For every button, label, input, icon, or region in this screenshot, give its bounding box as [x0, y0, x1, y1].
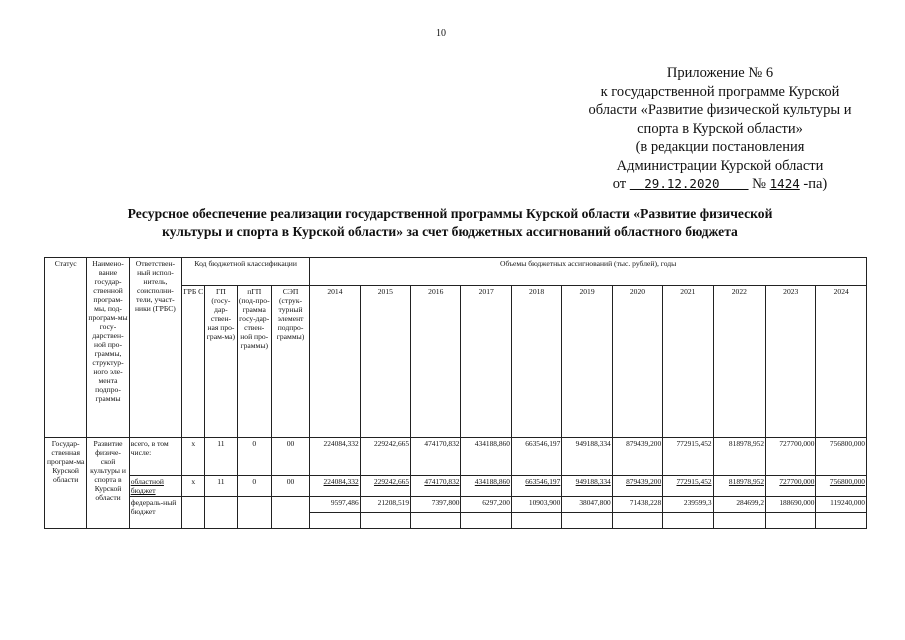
resolution-suffix: -па): [803, 176, 828, 192]
header-executor: Ответствен-ный испол-нитель, соисполни-тели, участ-ники (ГРБС): [129, 258, 181, 438]
gp-cell: 11: [205, 476, 237, 497]
value-cell: 119240,000: [816, 497, 867, 513]
header-year: 2021: [663, 286, 713, 438]
value-cell: 434188,860: [461, 438, 511, 476]
header-budget-code: Код бюджетной классификации: [182, 258, 310, 286]
value-cell: 818978,952: [713, 476, 765, 497]
gp-cell: [205, 497, 237, 529]
value-cell: 229242,665: [360, 476, 410, 497]
header-year: 2023: [766, 286, 816, 438]
value-cell: 6297,200: [461, 497, 511, 513]
executor-cell: федераль-ный бюджет: [129, 497, 181, 529]
executor-cell: областной бюджет: [129, 476, 181, 497]
empty-cell: [411, 513, 461, 529]
empty-cell: [663, 513, 713, 529]
value-cell: 9597,486: [310, 497, 360, 513]
value-cell: 10903,900: [511, 497, 561, 513]
value-cell: 727700,000: [766, 476, 816, 497]
executor-cell: всего, в том числе:: [129, 438, 181, 476]
value-cell: 474170,832: [411, 476, 461, 497]
table-row: [45, 476, 867, 497]
value-cell: 224084,332: [310, 438, 360, 476]
value-cell: 21208,519: [360, 497, 410, 513]
value-cell: 663546,197: [511, 438, 561, 476]
table-row: [45, 497, 867, 513]
sep-cell: 00: [271, 476, 309, 497]
grbs-cell: х: [182, 438, 205, 476]
empty-cell: [713, 513, 765, 529]
header-name: Наимено-вание государ-ственной програм-мы, под-програм-мы госу-дарствен-ной про-граммы, структур-ного эле-мента подпро-граммы: [87, 258, 129, 438]
header-year: 2020: [612, 286, 662, 438]
header-year: 2018: [511, 286, 561, 438]
pgp-cell: 0: [237, 438, 271, 476]
gp-cell: 11: [205, 438, 237, 476]
value-cell: 949188,334: [562, 476, 612, 497]
program-name-cell: Развитие физиче-ской культуры и спорта в Курской области: [87, 438, 129, 529]
header-pgp: пГП (под-про-грамма госу-дар-ствен-ной про-граммы): [237, 286, 271, 438]
value-cell: 772915,452: [663, 476, 713, 497]
value-cell: 663546,197: [511, 476, 561, 497]
pgp-cell: [237, 497, 271, 529]
resolution-date: 29.12.2020: [644, 176, 720, 191]
header-sep: СЭП (струк-турный элемент подпро-граммы): [271, 286, 309, 438]
value-cell: 727700,000: [766, 438, 816, 476]
header-year: 2015: [360, 286, 410, 438]
empty-cell: [612, 513, 662, 529]
empty-cell: [310, 513, 360, 529]
value-cell: 188690,000: [766, 497, 816, 513]
value-cell: 71438,228: [612, 497, 662, 513]
empty-cell: [562, 513, 612, 529]
appendix-line: Приложение № 6: [666, 65, 774, 81]
header-year: 2019: [562, 286, 612, 438]
empty-cell: [816, 513, 867, 529]
empty-cell: [360, 513, 410, 529]
header-year: 2017: [461, 286, 511, 438]
header-year: 2016: [411, 286, 461, 438]
value-cell: 818978,952: [713, 438, 765, 476]
status-cell: Государ-ственная програм-ма Курской области: [45, 438, 87, 529]
value-cell: 229242,665: [360, 438, 410, 476]
header-volumes: Объемы бюджетных ассигнований (тыс. рублей), годы: [310, 258, 867, 286]
header-gp: ГП (госу-дар-ствен-ная про-грам-ма): [205, 286, 237, 438]
header-grbs: ГРБ С: [182, 286, 205, 438]
appendix-line: спорта в Курской области»: [637, 120, 803, 137]
value-cell: 38047,800: [562, 497, 612, 513]
resource-table: [44, 257, 867, 529]
value-cell: 474170,832: [411, 438, 461, 476]
value-cell: 284699,2: [713, 497, 765, 513]
title-line: Ресурсное обеспечение реализации государственной программы Курской области «Развитие физической: [127, 206, 773, 221]
value-cell: 224084,332: [310, 476, 360, 497]
header-year: 2024: [816, 286, 867, 438]
value-cell: 756800,000: [816, 476, 867, 497]
appendix-line: к государственной программе Курской: [600, 83, 840, 100]
sep-cell: [271, 497, 309, 529]
resolution-line: [560, 175, 880, 194]
appendix-line: (в редакции постановления: [635, 139, 805, 155]
value-cell: 879439,200: [612, 476, 662, 497]
value-cell: 879439,200: [612, 438, 662, 476]
document-title: [70, 205, 830, 241]
empty-cell: [766, 513, 816, 529]
pgp-cell: 0: [237, 476, 271, 497]
value-cell: 756800,000: [816, 438, 867, 476]
grbs-cell: [182, 497, 205, 529]
title-line: культуры и спорта в Курской области» за счет бюджетных ассигнований областного бюджета: [162, 224, 738, 239]
header-status: Статус: [45, 258, 87, 438]
grbs-cell: х: [182, 476, 205, 497]
appendix-line: области «Развитие физической культуры и: [588, 102, 852, 118]
page-number: 10: [436, 28, 446, 39]
from-label: от: [612, 176, 627, 192]
sep-cell: 00: [271, 438, 309, 476]
value-cell: 7397,800: [411, 497, 461, 513]
header-year: 2014: [310, 286, 360, 438]
table-row: [45, 438, 867, 476]
empty-cell: [461, 513, 511, 529]
appendix-line: Администрации Курской области: [616, 157, 824, 174]
number-label: №: [752, 176, 767, 192]
appendix-block: [560, 64, 880, 194]
value-cell: 434188,860: [461, 476, 511, 497]
header-year: 2022: [713, 286, 765, 438]
value-cell: 239599,3: [663, 497, 713, 513]
empty-cell: [511, 513, 561, 529]
value-cell: 949188,334: [562, 438, 612, 476]
value-cell: 772915,452: [663, 438, 713, 476]
resolution-number: 1424: [769, 176, 800, 191]
